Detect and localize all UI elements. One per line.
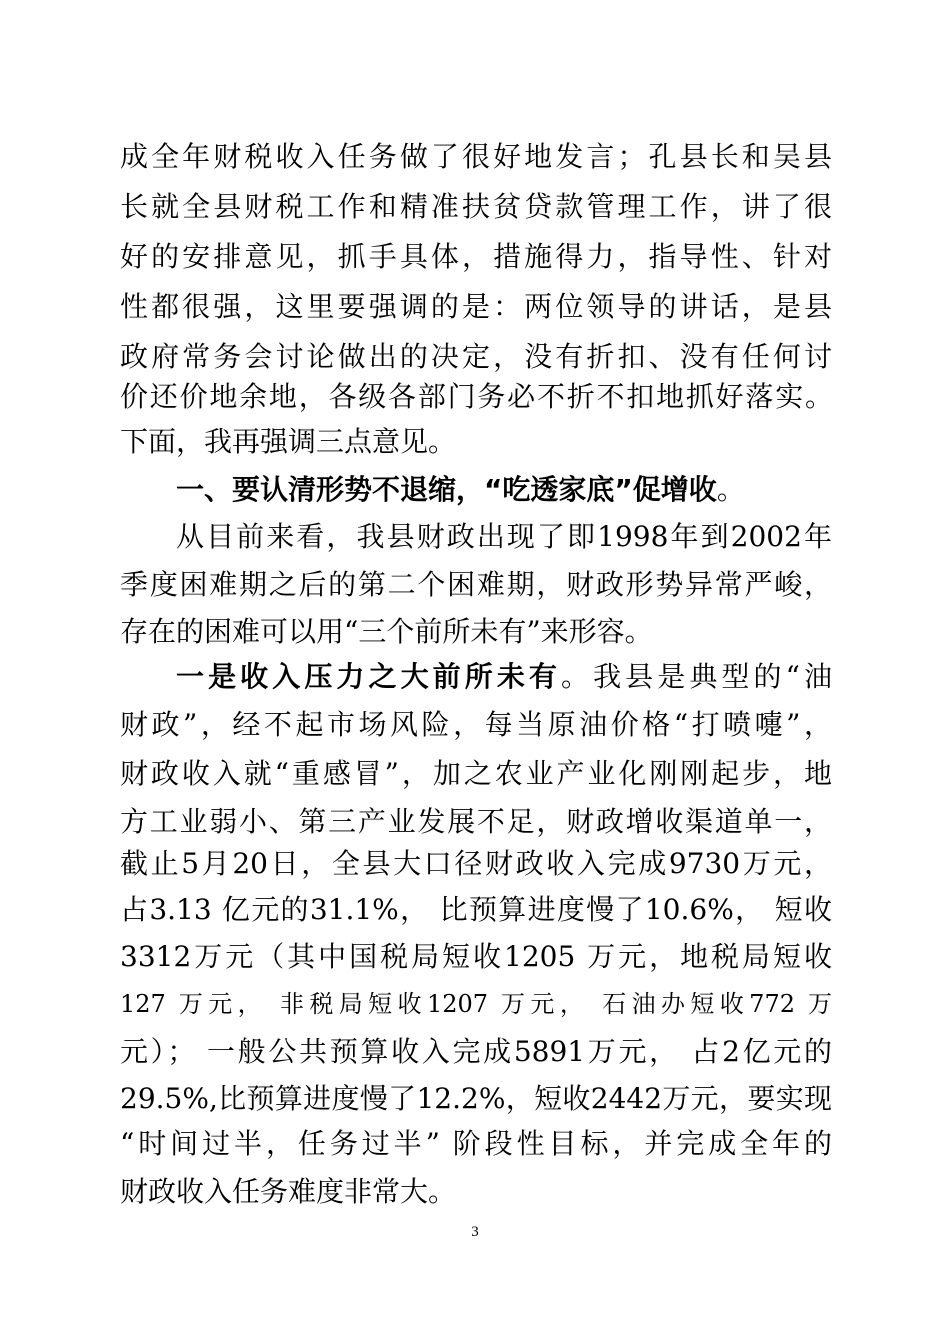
body-line: 存在的困难可以用“三个前所未有”来形容。 [120, 615, 653, 648]
body-line: 财政收入就“重感冒”，加之农业产业化刚刚起步，地 [120, 757, 832, 790]
body-line: 财政”，经不起市场风险，每当原油价格“打喷嚏”， [120, 708, 832, 741]
body-line: 方工业弱小、第三产业发展不足，财政增收渠道单一， [120, 805, 832, 838]
para-2-emphasis: 一是收入压力之大前所未有 [176, 660, 561, 693]
body-line: 性都很强，这里要强调的是：两位领导的讲话，是县 [120, 290, 832, 323]
body-line: 127 万元， 非税局短收1207 万元， 石油办短收772 万 [120, 990, 832, 1018]
body-line: 占3.13 亿元的31.1%， 比预算进度慢了10.6%， 短收 [120, 893, 832, 926]
section-heading-1 [176, 468, 832, 512]
body-line: 财政收入任务难度非常大。 [120, 1175, 457, 1208]
body-line: 成全年财税收入任务做了很好地发言；孔县长和吴县 [120, 140, 832, 173]
body-line: 好的安排意见，抓手具体，措施得力，指导性、针对 [120, 240, 832, 273]
body-line: 元）； 一般公共预算收入完成5891万元， 占2亿元的 [120, 1035, 832, 1068]
body-line: “时间过半，任务过半” 阶段性目标，并完成全年的 [120, 1127, 832, 1160]
section-heading-1-text: 一、要认清形势不退缩，“吃透家底”促增收 [176, 473, 717, 506]
section-heading-1-tail: 。 [716, 473, 745, 506]
body-line: 3312万元（其中国税局短收1205 万元，地税局短收 [120, 940, 832, 973]
page-number: 3 [471, 1224, 479, 1240]
body-line: 长就全县财税工作和精准扶贫贷款管理工作，讲了很 [120, 190, 832, 223]
body-line: 季度困难期之后的第二个困难期，财政形势异常严峻， [120, 568, 832, 601]
body-line: 下面，我再强调三点意见。 [120, 425, 457, 458]
para-2-first-line [176, 655, 832, 699]
body-line: 政府常务会讨论做出的决定，没有折扣、没有任何讨 [120, 340, 832, 373]
body-line: 从目前来看，我县财政出现了即1998年到2002年 [176, 520, 832, 553]
body-line: 截止5月20日，全县大口径财政收入完成9730万元， [120, 847, 832, 880]
para-2-first-rest: 。我县是典型的“油 [561, 660, 832, 693]
body-line: 价还价地余地，各级各部门务必不折不扣地抓好落实。 [120, 380, 832, 413]
body-line: 29.5%,比预算进度慢了12.2%，短收2442万元，要实现 [120, 1082, 832, 1115]
